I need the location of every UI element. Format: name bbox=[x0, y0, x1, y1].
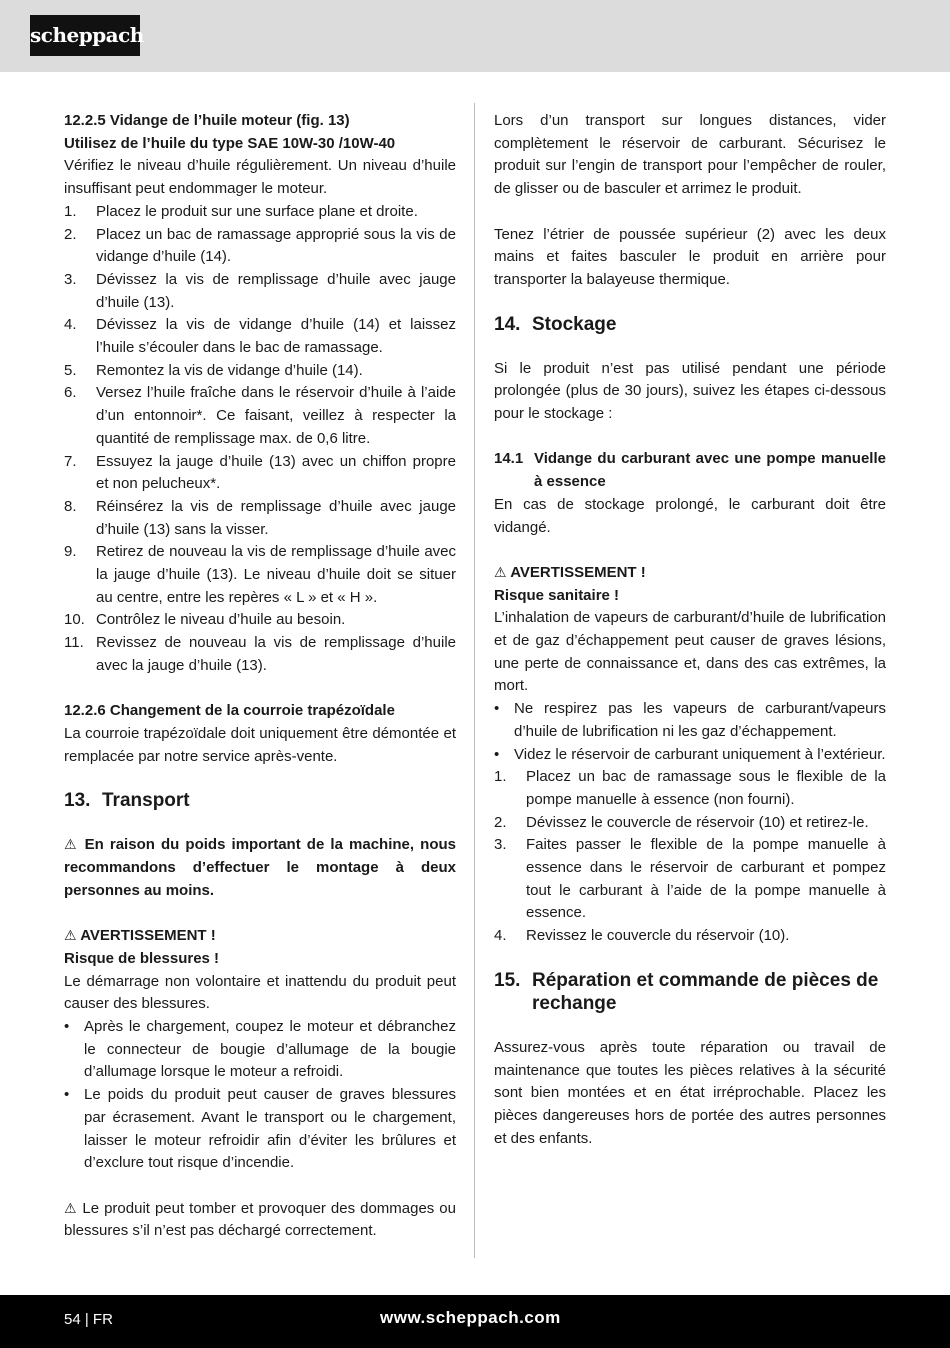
list-item: 2. Placez un bac de ramassage approprié sous la vis de vidange d’huile (14). bbox=[64, 225, 456, 266]
belt-change-text: La courroie trapézoïdale doit uniquement être démontée et remplacée par notre service après-vente. bbox=[64, 724, 456, 765]
oil-check-intro: Vérifiez le niveau d’huile régulièrement. Un niveau d’huile insuffisant peut endommager le moteur. bbox=[64, 157, 456, 198]
warning-triangle-icon: ⚠ bbox=[64, 837, 79, 854]
fuel-drain-text: En cas de stockage prolongé, le carburant doit être vidangé. bbox=[494, 495, 886, 536]
list-item: 1. Placez le produit sur une surface plane et droite. bbox=[64, 202, 418, 220]
right-column bbox=[494, 110, 886, 1150]
section-12-2-6-title: 12.2.6 Changement de la courroie trapézoïdale bbox=[64, 702, 395, 720]
section-15-heading: 15. Réparation et commande de pièces de rechange bbox=[494, 969, 879, 1014]
list-item: 11. Revissez de nouveau la vis de remplissage d’huile avec la jauge d’huile (13). bbox=[64, 634, 456, 674]
page-number: 54 | FR bbox=[64, 1311, 113, 1328]
section-13-heading: 13. Transport bbox=[64, 790, 190, 812]
column-divider bbox=[474, 103, 475, 1258]
list-item: 4. Dévissez la vis de vidange d’huile (14) et laissez l’huile s’écouler dans le bac de ramassage. bbox=[64, 316, 456, 357]
storage-intro: Si le produit n’est pas utilisé pendant une période prolongée (plus de 30 jours), suivez les étapes ci-dessous pour le stockage : bbox=[494, 359, 886, 423]
list-item: 9. Retirez de nouveau la vis de remplissage d’huile avec la jauge d’huile (13). Le niveau d’huile doit se situer au centre, entre les repères « L » et « H ». bbox=[64, 543, 456, 606]
list-item: 2. Dévissez le couvercle de réservoir (10) et retirez-le. bbox=[494, 813, 869, 831]
list-item: 7. Essuyez la jauge d’huile (13) avec un chiffon propre et non pelucheux*. bbox=[64, 452, 456, 493]
health-safety-bullets bbox=[494, 698, 886, 766]
section-14-heading: 14. Stockage bbox=[494, 313, 617, 335]
list-item: • Videz le réservoir de carburant uniquement à l’extérieur. bbox=[494, 745, 886, 763]
oil-type-note: Utilisez de l’huile du type SAE 10W-30 /10W-40 bbox=[64, 134, 396, 152]
fall-warning: ⚠ Le produit peut tomber et provoquer des dommages ou blessures s’il n’est pas déchargé correctement. bbox=[64, 1199, 456, 1240]
oil-change-steps bbox=[64, 201, 456, 678]
page-footer bbox=[0, 1295, 950, 1348]
list-item: 3. Dévissez la vis de remplissage d’huile avec jauge d’huile (13). bbox=[64, 270, 456, 311]
tilt-transport-text: Tenez l’étrier de poussée supérieur (2) avec les deux mains et faites basculer le produit en arrière pour transporter la balayeuse thermique. bbox=[494, 225, 886, 288]
list-item: 6. Versez l’huile fraîche dans le réservoir d’huile à l’aide d’un entonnoir*. Ce faisant, veillez à respecter la quantité de remplissage max. de 0,6 litre. bbox=[64, 384, 456, 447]
injury-risk-label: Risque de blessures ! bbox=[64, 949, 220, 967]
list-item: • Ne respirez pas les vapeurs de carburant/vapeurs d’huile de lubrification ni les gaz d’échappement. bbox=[494, 700, 886, 740]
fuel-drain-steps bbox=[494, 766, 886, 948]
header-band bbox=[0, 0, 950, 72]
warning-triangle-icon: ⚠ bbox=[64, 928, 77, 945]
injury-risk-text: Le démarrage non volontaire et inattendu du produit peut causer des blessures. bbox=[64, 972, 456, 1013]
section-14-1-title: 14.1 Vidange du carburant avec une pompe manuelle à essence bbox=[494, 450, 886, 491]
list-item: 10. Contrôlez le niveau d’huile au besoin. bbox=[64, 611, 346, 629]
list-item: 4. Revissez le couvercle du réservoir (10). bbox=[494, 927, 790, 945]
list-item: 3. Faites passer le flexible de la pompe manuelle à essence dans le réservoir de carburant et pompez tout le carburant à l’aide de la pompe manuelle à essence. bbox=[494, 836, 886, 922]
scheppach-logo: scheppach bbox=[30, 15, 140, 56]
repair-text: Assurez-vous après toute réparation ou travail de maintenance que toutes les pièces relatives à la sécurité sont bien montées et en état irréprochable. Placez les pièces dangereuses hors de portée des autres personnes et des enfants. bbox=[494, 1038, 886, 1147]
warning-label: ⚠ AVERTISSEMENT ! bbox=[494, 563, 646, 581]
section-12-2-5-title: 12.2.5 Vidange de l’huile moteur (fig. 13) bbox=[64, 112, 350, 129]
warning-triangle-icon: ⚠ bbox=[494, 564, 507, 581]
website-url: www.scheppach.com bbox=[380, 1308, 561, 1327]
health-risk-label: Risque sanitaire ! bbox=[494, 586, 620, 604]
list-item: 5. Remontez la vis de vidange d’huile (14). bbox=[64, 361, 363, 379]
health-risk-text: L’inhalation de vapeurs de carburant/d’huile de lubrification et de gaz d’échappement peut causer de graves lésions, une perte de connaissance et, dans des cas extrêmes, la mort. bbox=[494, 609, 886, 695]
heavy-machine-warning: ⚠ En raison du poids important de la machine, nous recommandons d’effectuer le montage à deux personnes au moins. bbox=[64, 836, 456, 899]
warning-label: ⚠ AVERTISSEMENT ! bbox=[64, 927, 216, 945]
left-column bbox=[64, 110, 456, 1243]
list-item: • Le poids du produit peut causer de graves blessures par écrasement. Avant le transport ou le chargement, laisser le moteur refroidir afin d’éviter les brûlures et d’exclure tout risque d’incendie. bbox=[64, 1086, 456, 1172]
transport-safety-bullets bbox=[64, 1016, 456, 1175]
list-item: 8. Réinsérez la vis de remplissage d’huile avec jauge d’huile (13) sans la visser. bbox=[64, 497, 456, 538]
list-item: • Après le chargement, coupez le moteur et débranchez le connecteur de bougie d’allumage de la bougie d’allumage lorsque le moteur a refroidi. bbox=[64, 1017, 456, 1081]
long-transport-text: Lors d’un transport sur longues distances, vider complètement le réservoir de carburant. Sécurisez le produit sur l’engin de transport pour l’empêcher de rouler, de glisser ou de basculer et arrimez le produit. bbox=[494, 112, 886, 198]
list-item: 1. Placez un bac de ramassage sous le flexible de la pompe manuelle à essence (non fourni). bbox=[494, 768, 886, 808]
warning-triangle-icon: ⚠ bbox=[64, 1200, 78, 1217]
